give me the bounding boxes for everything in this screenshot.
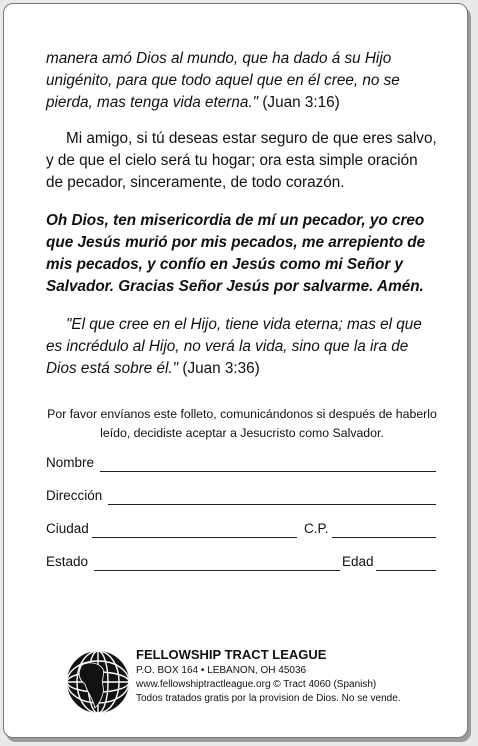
city-label: Ciudad xyxy=(46,521,89,536)
address-line[interactable] xyxy=(108,504,436,505)
organization-name: FELLOWSHIP TRACT LEAGUE xyxy=(136,647,327,662)
state-line[interactable] xyxy=(94,570,340,571)
zip-line[interactable] xyxy=(332,537,436,538)
name-label: Nombre xyxy=(46,455,95,470)
response-request: Por favor envíanos este folleto, comunicándonos si después de haberlo leído, decidiste aceptar a Jesucristo como Salvador. xyxy=(47,407,437,440)
verse-john-3-16 xyxy=(46,48,438,114)
name-line[interactable] xyxy=(100,471,436,472)
name-field[interactable] xyxy=(46,455,438,475)
address-label: Dirección xyxy=(46,488,103,503)
city-line[interactable] xyxy=(92,537,297,538)
organization-website: www.fellowshiptractleague.org © Tract 4060 (Spanish) xyxy=(136,679,377,690)
verse-john-3-16-reference: (Juan 3:16) xyxy=(258,94,340,111)
sinners-prayer: Oh Dios, ten misericordia de mí un pecador, yo creo que Jesús murió por mis pecados, me arrepiento de mis pecados, y confío en Jesús como mi Señor y Salvador. Gracias Señor Jesús por salvarme. Amén. xyxy=(46,212,426,295)
state-label: Estado xyxy=(46,554,89,569)
globe-logo-icon xyxy=(66,650,130,714)
verse-john-3-36 xyxy=(46,314,438,380)
tract-card xyxy=(3,3,468,738)
verse-john-3-36-text: "El que cree en el Hijo, tiene vida eterna; mas el que es incrédulo al Hijo, no verá la vida, sino que la ira de Dios está sobre él." xyxy=(46,316,422,377)
state-age-row xyxy=(46,554,438,574)
age-label: Edad xyxy=(342,554,374,569)
verse-john-3-16-text: manera amó Dios al mundo, que ha dado á su Hijo unigénito, para que todo aquel que en él cree, no se pierda, mas tenga vida eterna." xyxy=(46,50,400,111)
address-field[interactable] xyxy=(46,488,438,508)
invitation-paragraph: Mi amigo, si tú deseas estar seguro de que eres salvo, y de que el cielo será tu hogar; ora esta simple oración de pecador, sinceramente, de todo corazón. xyxy=(46,130,437,191)
verse-john-3-36-reference: (Juan 3:36) xyxy=(178,360,260,377)
city-zip-row xyxy=(46,521,438,541)
organization-address: P.O. BOX 164 • LEBANON, OH 45036 xyxy=(136,665,307,676)
free-tract-note: Todos tratados gratis por la provision de Dios. No se vende. xyxy=(136,693,401,704)
zip-label: C.P. xyxy=(304,521,329,536)
age-line[interactable] xyxy=(376,570,436,571)
